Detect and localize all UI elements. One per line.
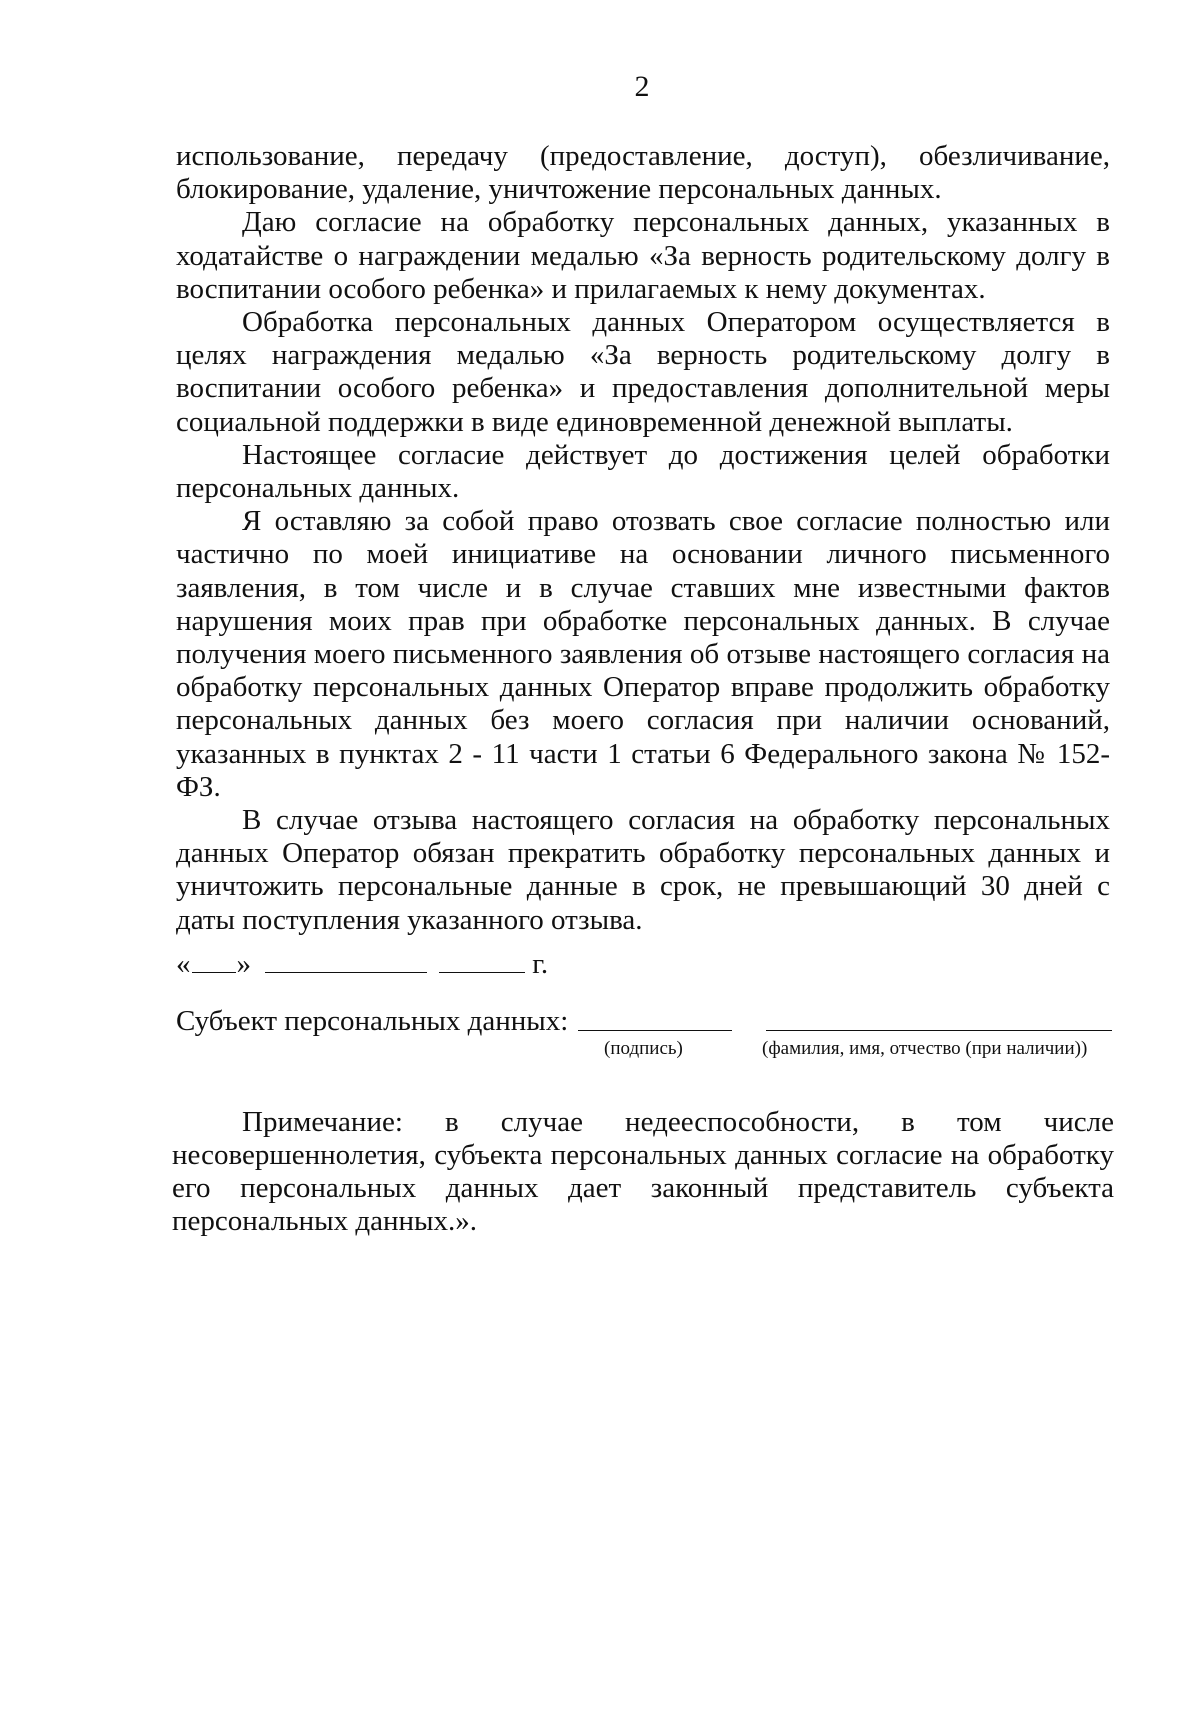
day-blank xyxy=(192,946,236,973)
note-text: Примечание: в случае недееспособности, в том числе несовершеннолетия, субъекта персональных данных согласие на обработку его персональных данных дает законный представитель субъекта персональных данных.». xyxy=(172,1106,1114,1237)
date-line xyxy=(176,946,776,981)
year-blank xyxy=(439,946,525,973)
paragraph-revocation-right: Я оставляю за собой право отозвать свое согласие полностью или частично по моей инициативе на основании личного письменного заявления, в том числе и в случае ставших мне известными фактов нарушения моих прав при обработке персональных данных. В случае получения моего письменного заявления об отзыве настоящего согласия на обработку персональных данных Оператор вправе продолжить обработку персональных данных без моего согласия при наличии оснований, указанных в пунктах 2 - 11 части 1 статьи 6 Федерального закона № 152-ФЗ. xyxy=(176,505,1110,803)
date-close-quote: » xyxy=(236,948,251,980)
paragraph-revocation-consequences: В случае отзыва настоящего согласия на обработку персональных данных Оператор обязан прекратить обработку персональных данных и уничтожить персональные данные в срок, не превышающий 30 дней с даты поступления указанного отзыва. xyxy=(176,804,1110,936)
signature-caption: (подпись) xyxy=(604,1038,683,1059)
signature-blank xyxy=(578,1030,732,1031)
consent-body xyxy=(176,140,1110,937)
paragraph-continuation: использование, передачу (предоставление, доступ), обезличивание, блокирование, удаление, уничтожение персональных данных. xyxy=(176,140,1110,206)
paragraph-processing-purpose: Обработка персональных данных Оператором осуществляется в целях награждения медалью «За верность родительскому долгу в воспитании особого ребенка» и предоставления дополнительной меры социальной поддержки в виде единовременной денежной выплаты. xyxy=(176,306,1110,438)
paragraph-validity: Настоящее согласие действует до достижения целей обработки персональных данных. xyxy=(176,438,1110,505)
month-blank xyxy=(265,946,427,973)
year-suffix: г. xyxy=(532,948,549,980)
date-open-quote: « xyxy=(176,948,191,980)
full-name-caption: (фамилия, имя, отчество (при наличии)) xyxy=(762,1038,1088,1059)
page-number: 2 xyxy=(634,70,650,103)
full-name-blank xyxy=(766,1030,1112,1031)
paragraph-consent-scope: Даю согласие на обработку персональных данных, указанных в ходатайстве о награждении медалью «За верность родительскому долгу в воспитании особого ребенка» и прилагаемых к нему документах. xyxy=(176,206,1110,305)
subject-label: Субъект персональных данных: xyxy=(176,1005,569,1037)
note-block xyxy=(172,1106,1114,1238)
